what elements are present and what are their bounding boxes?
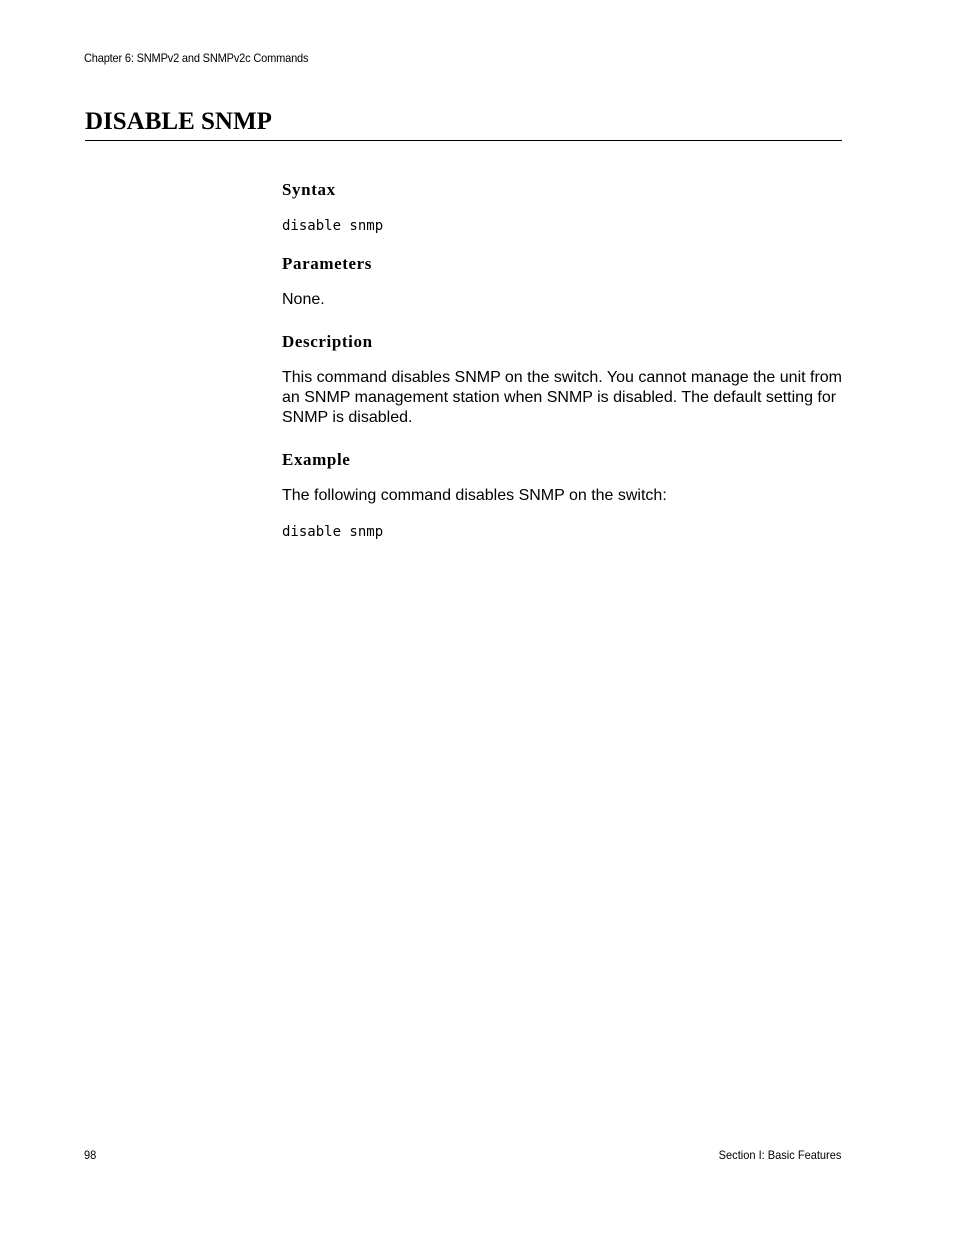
parameters-heading: Parameters xyxy=(282,254,373,273)
description-text: This command disables SNMP on the switch. You cannot manage the unit from an SNMP management station when SNMP is disabled. The default setting for SNMP is disabled. xyxy=(282,369,843,426)
running-header: Chapter 6: SNMPv2 and SNMPv2c Commands xyxy=(84,51,309,65)
running-footer-section: Section I: Basic Features xyxy=(718,1148,841,1162)
example-code: disable snmp xyxy=(282,524,384,540)
title-rule xyxy=(85,140,842,141)
syntax-code: disable snmp xyxy=(282,218,384,234)
example-heading: Example xyxy=(282,450,351,469)
syntax-heading: Syntax xyxy=(282,180,336,199)
parameters-text: None. xyxy=(282,291,325,308)
example-text: The following command disables SNMP on the switch: xyxy=(282,487,667,504)
description-heading: Description xyxy=(282,332,373,351)
command-content xyxy=(282,178,847,542)
page-number: 98 xyxy=(84,1148,97,1162)
page-title: DISABLE SNMP xyxy=(85,108,272,135)
